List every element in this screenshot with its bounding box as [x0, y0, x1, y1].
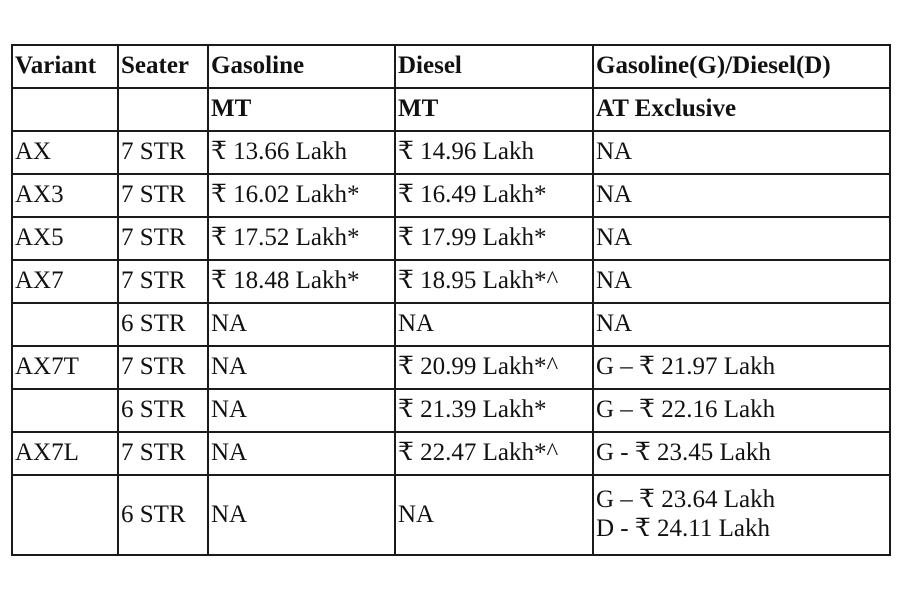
at-exclusive-price: NA	[596, 181, 633, 209]
at-exclusive-cell	[593, 131, 890, 174]
at-exclusive-cell	[593, 260, 890, 303]
subheader-diesel-mt: MT	[395, 88, 593, 131]
gasoline-mt-cell: NA	[208, 303, 395, 346]
table-row	[12, 131, 890, 174]
table-row	[12, 389, 890, 432]
variant-cell	[12, 303, 118, 346]
variant-cell: AX7	[12, 260, 118, 303]
seater-cell: 6 STR	[118, 303, 208, 346]
subheader-row	[12, 88, 890, 131]
at-exclusive-cell	[593, 432, 890, 475]
diesel-mt-cell: ₹ 18.95 Lakh*^	[395, 260, 593, 303]
header-row	[12, 45, 890, 88]
seater-cell: 7 STR	[118, 346, 208, 389]
gasoline-mt-cell: NA	[208, 346, 395, 389]
at-exclusive-price: NA	[596, 310, 633, 338]
diesel-mt-cell: ₹ 17.99 Lakh*	[395, 217, 593, 260]
at-exclusive-price: NA	[596, 224, 633, 252]
at-exclusive-cell	[593, 217, 890, 260]
variant-cell: AX7T	[12, 346, 118, 389]
header-diesel: Diesel	[395, 45, 593, 88]
at-exclusive-cell	[593, 174, 890, 217]
seater-cell: 7 STR	[118, 131, 208, 174]
seater-cell: 7 STR	[118, 174, 208, 217]
subheader-variant	[12, 88, 118, 131]
seater-cell: 7 STR	[118, 432, 208, 475]
header-seater: Seater	[118, 45, 208, 88]
price-table	[11, 44, 891, 556]
table-row	[12, 303, 890, 346]
header-variant: Variant	[12, 45, 118, 88]
at-exclusive-cell	[593, 303, 890, 346]
gasoline-mt-cell: NA	[208, 475, 395, 555]
diesel-mt-cell: ₹ 20.99 Lakh*^	[395, 346, 593, 389]
variant-cell: AX7L	[12, 432, 118, 475]
at-exclusive-price: G – ₹ 22.16 Lakh	[596, 396, 776, 424]
at-exclusive-price: NA	[596, 138, 633, 166]
at-exclusive-cell	[593, 475, 890, 555]
gasoline-mt-cell: ₹ 17.52 Lakh*	[208, 217, 395, 260]
variant-cell	[12, 475, 118, 555]
gasoline-mt-cell: ₹ 16.02 Lakh*	[208, 174, 395, 217]
table-row	[12, 174, 890, 217]
diesel-mt-cell: ₹ 16.49 Lakh*	[395, 174, 593, 217]
gasoline-mt-cell: NA	[208, 432, 395, 475]
at-exclusive-price: G – ₹ 21.97 Lakh	[596, 353, 776, 381]
gasoline-mt-cell: ₹ 18.48 Lakh*	[208, 260, 395, 303]
header-gasoline: Gasoline	[208, 45, 395, 88]
at-exclusive-price: G - ₹ 23.45 Lakh	[596, 439, 771, 467]
at-exclusive-price: NA	[596, 267, 633, 295]
gasoline-mt-cell: NA	[208, 389, 395, 432]
diesel-mt-cell: ₹ 14.96 Lakh	[395, 131, 593, 174]
table-row	[12, 260, 890, 303]
table-row	[12, 217, 890, 260]
variant-cell: AX5	[12, 217, 118, 260]
subheader-seater	[118, 88, 208, 131]
at-exclusive-cell	[593, 346, 890, 389]
at-exclusive-cell	[593, 389, 890, 432]
diesel-mt-cell: NA	[395, 303, 593, 346]
diesel-mt-cell: ₹ 22.47 Lakh*^	[395, 432, 593, 475]
seater-cell: 7 STR	[118, 260, 208, 303]
subheader-gasoline-mt: MT	[208, 88, 395, 131]
table-row	[12, 346, 890, 389]
variant-cell: AX	[12, 131, 118, 174]
header-gasoline-diesel: Gasoline(G)/Diesel(D)	[593, 45, 890, 88]
seater-cell: 7 STR	[118, 217, 208, 260]
at-exclusive-price: D - ₹ 24.11 Lakh	[596, 515, 770, 542]
variant-cell	[12, 389, 118, 432]
seater-cell: 6 STR	[118, 389, 208, 432]
price-table-body	[12, 45, 890, 555]
table-row	[12, 475, 890, 555]
diesel-mt-cell: ₹ 21.39 Lakh*	[395, 389, 593, 432]
at-exclusive-price: G – ₹ 23.64 Lakh	[596, 486, 776, 514]
gasoline-mt-cell: ₹ 13.66 Lakh	[208, 131, 395, 174]
table-row	[12, 432, 890, 475]
subheader-at-exclusive: AT Exclusive	[593, 88, 890, 131]
diesel-mt-cell: NA	[395, 475, 593, 555]
seater-cell: 6 STR	[118, 475, 208, 555]
variant-cell: AX3	[12, 174, 118, 217]
